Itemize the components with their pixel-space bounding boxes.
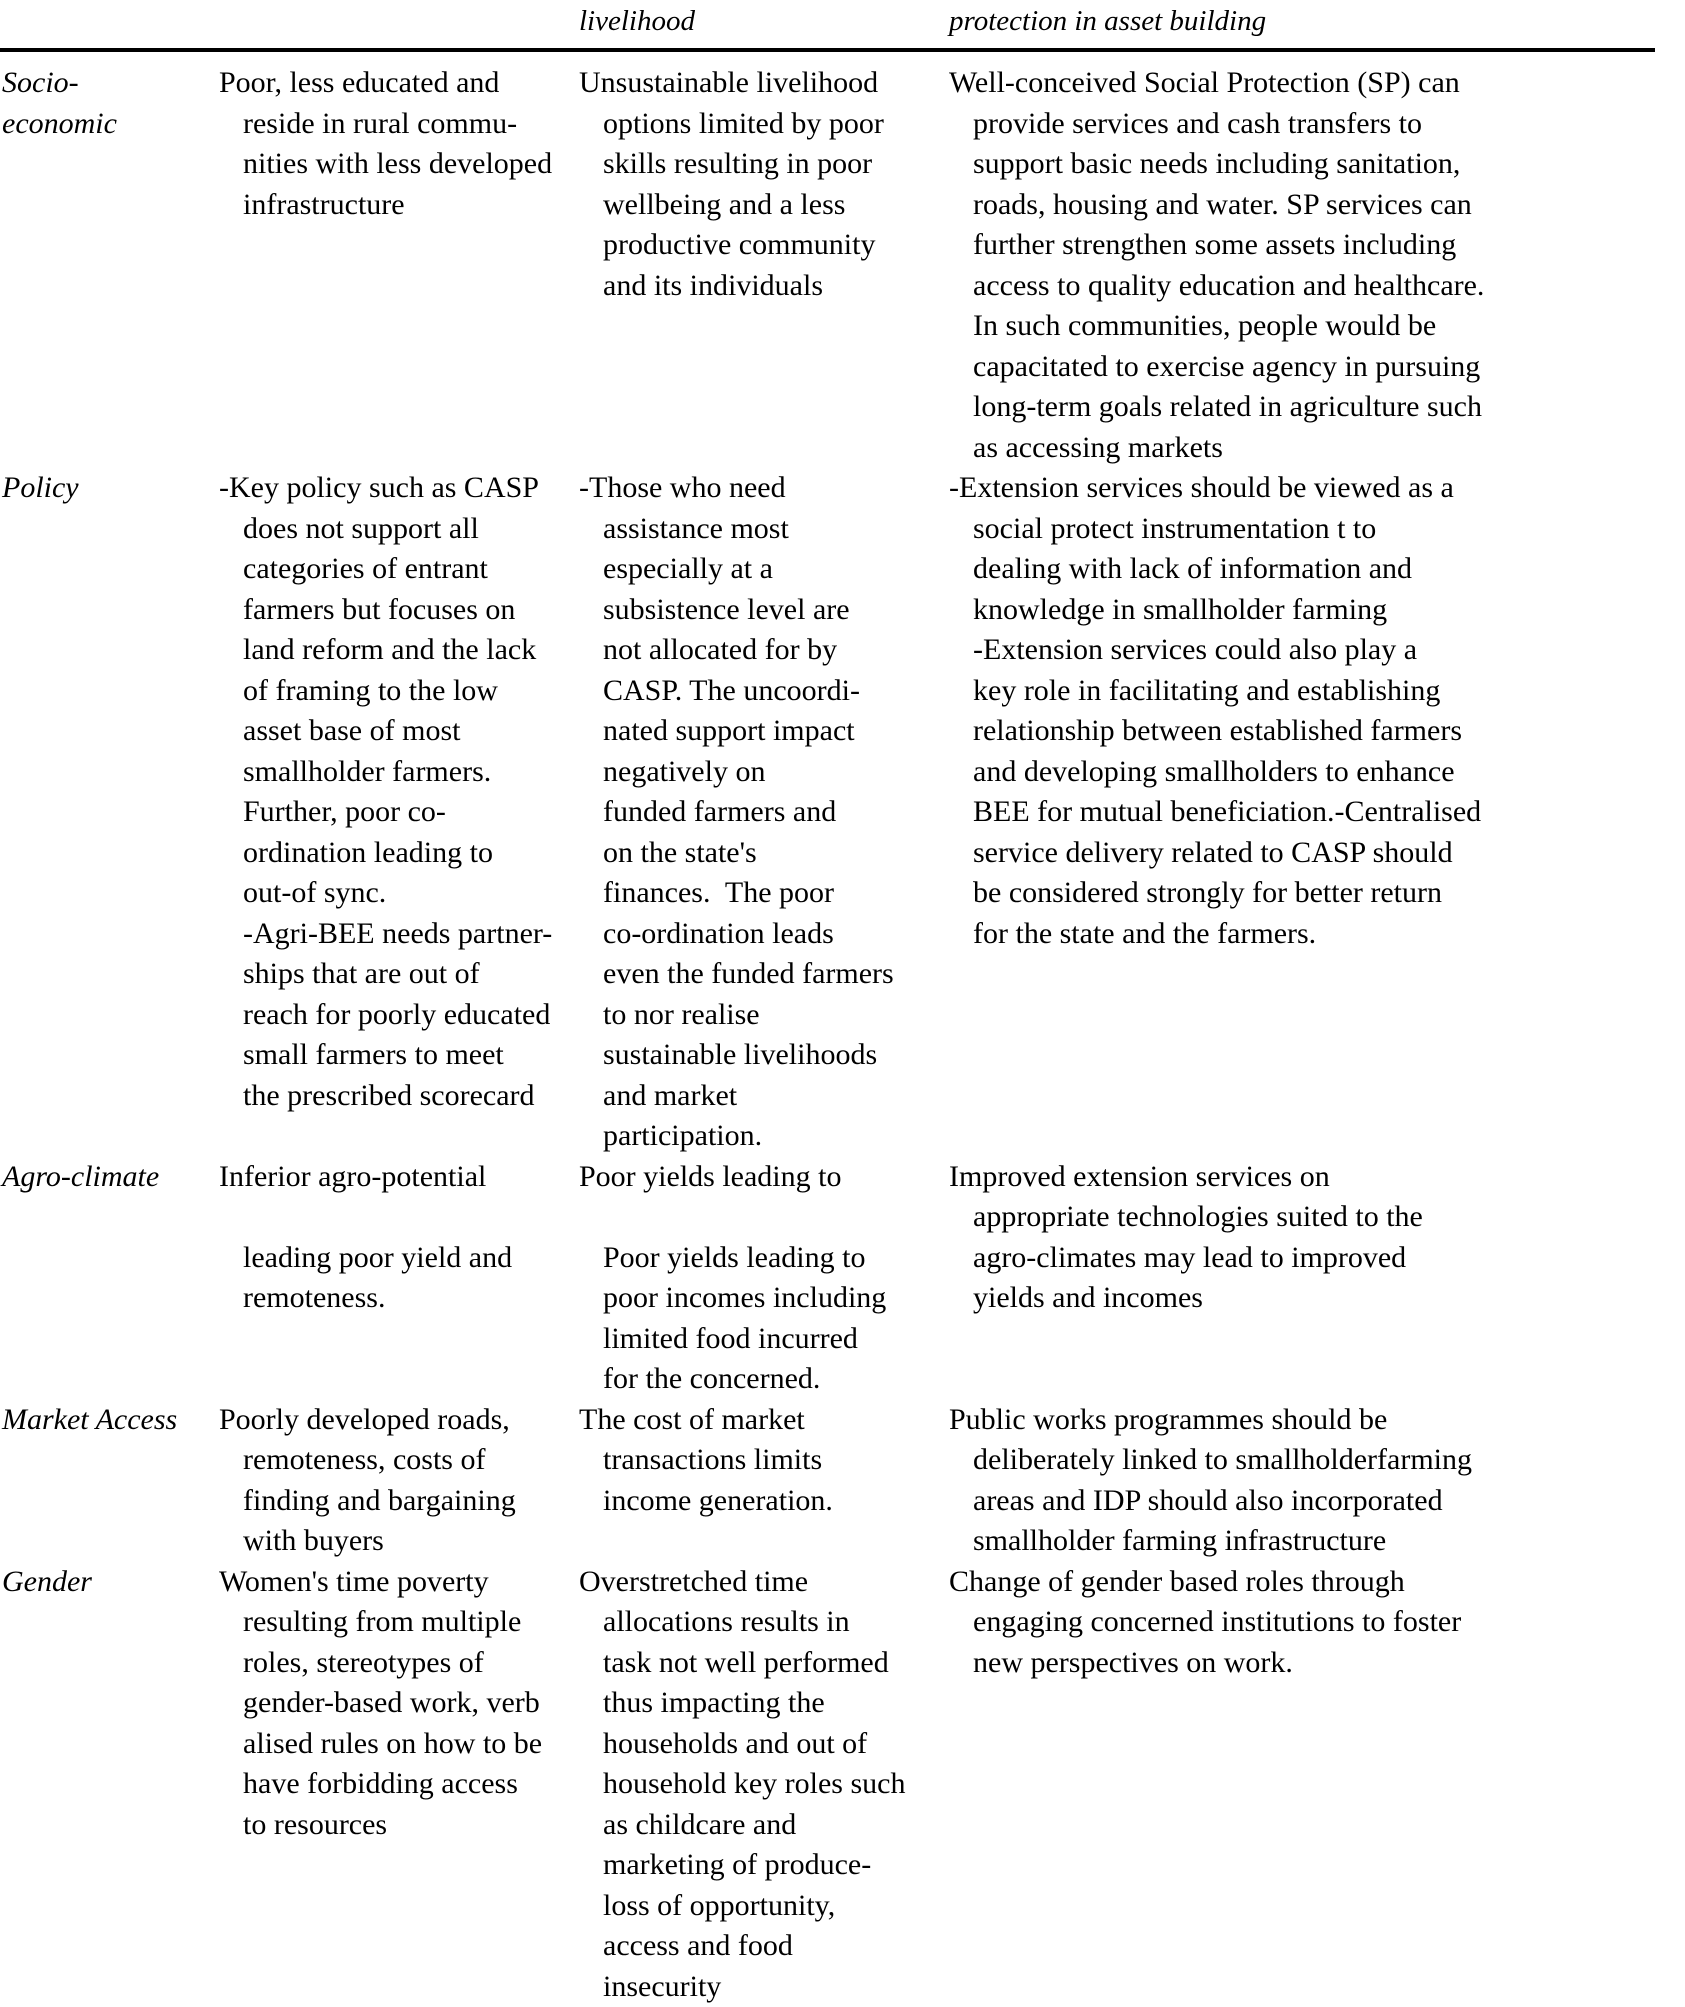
- text-line: Unsustainable livelihood: [579, 63, 949, 104]
- category-line: Socio-: [2, 63, 219, 104]
- row-category-label: [0, 63, 219, 144]
- text-line: sustainable livelihoods: [579, 1035, 949, 1076]
- text-line: agro-climates may lead to improved: [949, 1238, 1685, 1279]
- text-line: Poorly developed roads,: [219, 1400, 579, 1441]
- text-line: smallholder farmers.: [219, 752, 579, 793]
- text-line: yields and incomes: [949, 1278, 1685, 1319]
- text-line: Public works programmes should be: [949, 1400, 1685, 1441]
- text-line: capacitated to exercise agency in pursuing: [949, 347, 1685, 388]
- text-line: reach for poorly educated: [219, 995, 579, 1036]
- text-line: ships that are out of: [219, 954, 579, 995]
- text-line: new perspectives on work.: [949, 1643, 1685, 1684]
- table-row: [0, 1157, 1685, 1400]
- text-line: ordination leading to: [219, 833, 579, 874]
- text-line: knowledge in smallholder farming: [949, 590, 1685, 631]
- text-line: roles, stereotypes of: [219, 1643, 579, 1684]
- text-line: access to quality education and healthcare.: [949, 266, 1685, 307]
- category-line: economic: [2, 104, 219, 145]
- text-line: wellbeing and a less: [579, 185, 949, 226]
- row-cell-col3: [949, 63, 1685, 468]
- text-line: have forbidding access: [219, 1764, 579, 1805]
- row-cell-col2: [579, 468, 949, 1157]
- text-line: CASP. The uncoordi-: [579, 671, 949, 712]
- text-line: and its individuals: [579, 266, 949, 307]
- text-line: access and food: [579, 1926, 949, 1967]
- text-line: and developing smallholders to enhance: [949, 752, 1685, 793]
- row-cell-col2: [579, 1157, 949, 1400]
- text-line: loss of opportunity,: [579, 1886, 949, 1927]
- text-line: Overstretched time: [579, 1562, 949, 1603]
- text-line: roads, housing and water. SP services can: [949, 185, 1685, 226]
- text-line: dealing with lack of information and: [949, 549, 1685, 590]
- text-line-blank: [579, 1197, 949, 1238]
- row-cell-col1: [219, 1400, 579, 1562]
- text-line: co-ordination leads: [579, 914, 949, 955]
- row-category-label: [0, 1400, 219, 1441]
- text-line: small farmers to meet: [219, 1035, 579, 1076]
- table-row: [0, 1562, 1685, 2007]
- text-line: be considered strongly for better return: [949, 873, 1685, 914]
- text-line: Improved extension services on: [949, 1157, 1685, 1198]
- text-line: Change of gender based roles through: [949, 1562, 1685, 1603]
- text-line: with buyers: [219, 1521, 579, 1562]
- text-line: does not support all: [219, 509, 579, 550]
- text-line: Inferior agro-potential: [219, 1157, 579, 1198]
- text-line: households and out of: [579, 1724, 949, 1765]
- text-line: deliberately linked to smallholderfarming: [949, 1440, 1685, 1481]
- table-body: [0, 52, 1685, 2007]
- row-cell-col1: [219, 1157, 579, 1319]
- text-line: nities with less developed: [219, 144, 579, 185]
- row-cell-col3: [949, 1400, 1685, 1562]
- text-line: appropriate technologies suited to the: [949, 1197, 1685, 1238]
- row-cell-col2: [579, 1400, 949, 1522]
- text-line: relationship between established farmers: [949, 711, 1685, 752]
- text-line: In such communities, people would be: [949, 306, 1685, 347]
- row-category-label: [0, 1157, 219, 1198]
- text-line: poor incomes including: [579, 1278, 949, 1319]
- table-header-row: [0, 0, 1685, 42]
- text-line: allocations results in: [579, 1602, 949, 1643]
- row-cell-col3: [949, 468, 1685, 954]
- text-line: Poor yields leading to: [579, 1157, 949, 1198]
- text-line: Well-conceived Social Protection (SP) can: [949, 63, 1685, 104]
- text-line: infrastructure: [219, 185, 579, 226]
- text-line: not allocated for by: [579, 630, 949, 671]
- category-line: Gender: [2, 1562, 219, 1603]
- text-line: task not well performed: [579, 1643, 949, 1684]
- row-cell-col2: [579, 63, 949, 306]
- header-cell-col3: protection in asset building: [949, 2, 1669, 40]
- text-line: remoteness.: [219, 1278, 579, 1319]
- text-line: for the state and the farmers.: [949, 914, 1685, 955]
- text-line: further strengthen some assets including: [949, 225, 1685, 266]
- row-cell-col1: [219, 468, 579, 1116]
- text-line: for the concerned.: [579, 1359, 949, 1400]
- text-line: household key roles such: [579, 1764, 949, 1805]
- text-line: land reform and the lack: [219, 630, 579, 671]
- text-line: provide services and cash transfers to: [949, 104, 1685, 145]
- text-line: limited food incurred: [579, 1319, 949, 1360]
- text-line: Further, poor co-: [219, 792, 579, 833]
- text-line: subsistence level are: [579, 590, 949, 631]
- text-line: social protect instrumentation t to: [949, 509, 1685, 550]
- text-line: key role in facilitating and establishing: [949, 671, 1685, 712]
- text-line: thus impacting the: [579, 1683, 949, 1724]
- text-line: out-of sync.: [219, 873, 579, 914]
- text-line: -Those who need: [579, 468, 949, 509]
- text-line: finances. The poor: [579, 873, 949, 914]
- text-line: as childcare and: [579, 1805, 949, 1846]
- header-cell-col2: livelihood: [579, 2, 949, 40]
- row-category-label: [0, 468, 219, 509]
- row-cell-col3: [949, 1562, 1685, 1684]
- table-row: [0, 63, 1685, 468]
- text-line: resulting from multiple: [219, 1602, 579, 1643]
- text-line: and market: [579, 1076, 949, 1117]
- text-line: areas and IDP should also incorporated: [949, 1481, 1685, 1522]
- text-line: gender-based work, verb: [219, 1683, 579, 1724]
- row-category-label: [0, 1562, 219, 1603]
- text-line: The cost of market: [579, 1400, 949, 1441]
- text-line: -Key policy such as CASP: [219, 468, 579, 509]
- text-line: assistance most: [579, 509, 949, 550]
- table-row: [0, 468, 1685, 1157]
- text-line: to resources: [219, 1805, 579, 1846]
- row-cell-col1: [219, 1562, 579, 1846]
- category-line: Agro-climate: [2, 1157, 219, 1198]
- text-line: productive community: [579, 225, 949, 266]
- text-line: options limited by poor: [579, 104, 949, 145]
- table-row: [0, 1400, 1685, 1562]
- text-line: -Extension services should be viewed as a: [949, 468, 1685, 509]
- text-line: marketing of produce-: [579, 1845, 949, 1886]
- text-line: -Agri-BEE needs partner-: [219, 914, 579, 955]
- text-line: of framing to the low: [219, 671, 579, 712]
- text-line: engaging concerned institutions to foster: [949, 1602, 1685, 1643]
- text-line: to nor realise: [579, 995, 949, 1036]
- category-line: Policy: [2, 468, 219, 509]
- text-line: Poor yields leading to: [579, 1238, 949, 1279]
- text-line: categories of entrant: [219, 549, 579, 590]
- row-cell-col2: [579, 1562, 949, 2007]
- text-line: especially at a: [579, 549, 949, 590]
- text-line: -Extension services could also play a: [949, 630, 1685, 671]
- text-line: the prescribed scorecard: [219, 1076, 579, 1117]
- text-line: smallholder farming infrastructure: [949, 1521, 1685, 1562]
- text-line: transactions limits: [579, 1440, 949, 1481]
- text-line: even the funded farmers: [579, 954, 949, 995]
- text-line: alised rules on how to be: [219, 1724, 579, 1765]
- text-line: Poor, less educated and: [219, 63, 579, 104]
- row-cell-col3: [949, 1157, 1685, 1319]
- text-line: on the state's: [579, 833, 949, 874]
- text-line: funded farmers and: [579, 792, 949, 833]
- text-line: remoteness, costs of: [219, 1440, 579, 1481]
- text-line: support basic needs including sanitation,: [949, 144, 1685, 185]
- text-line-blank: [219, 1197, 579, 1238]
- text-line: insecurity: [579, 1967, 949, 2007]
- row-cell-col1: [219, 63, 579, 225]
- text-line: as accessing markets: [949, 428, 1685, 469]
- text-line: skills resulting in poor: [579, 144, 949, 185]
- text-line: farmers but focuses on: [219, 590, 579, 631]
- text-line: participation.: [579, 1116, 949, 1157]
- text-line: leading poor yield and: [219, 1238, 579, 1279]
- text-line: income generation.: [579, 1481, 949, 1522]
- text-line: BEE for mutual beneficiation.-Centralised: [949, 792, 1685, 833]
- category-line: Market Access: [2, 1400, 219, 1441]
- text-line: nated support impact: [579, 711, 949, 752]
- text-line: long-term goals related in agriculture such: [949, 387, 1685, 428]
- text-line: asset base of most: [219, 711, 579, 752]
- text-line: service delivery related to CASP should: [949, 833, 1685, 874]
- text-line: reside in rural commu-: [219, 104, 579, 145]
- text-line: finding and bargaining: [219, 1481, 579, 1522]
- text-line: negatively on: [579, 752, 949, 793]
- text-line: Women's time poverty: [219, 1562, 579, 1603]
